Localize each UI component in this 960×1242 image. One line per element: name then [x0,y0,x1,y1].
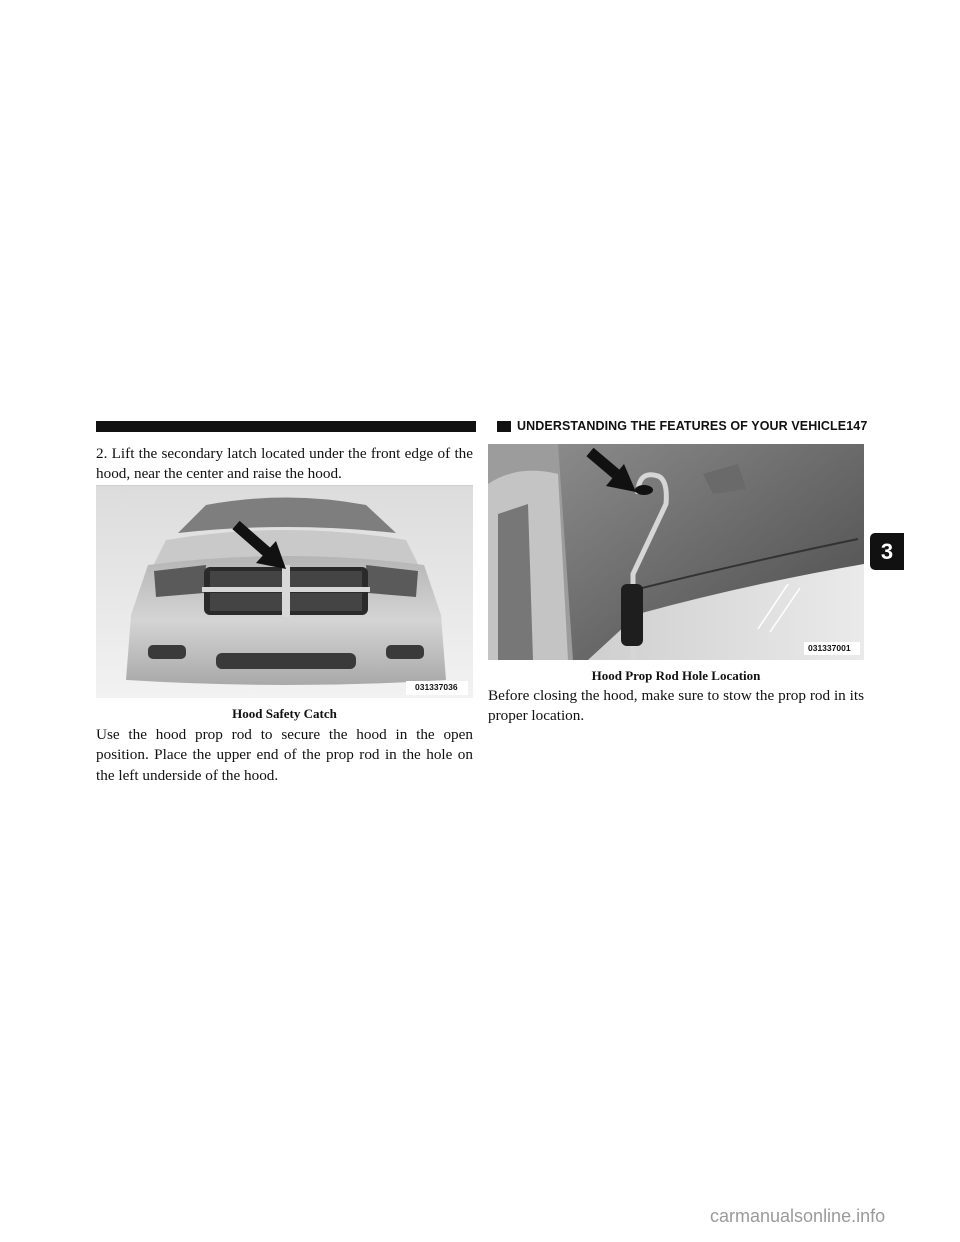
watermark: carmanualsonline.info [710,1206,886,1226]
page-number: 147 [846,419,868,433]
header-rule-right [497,421,511,432]
figure-caption: Hood Safety Catch [232,706,337,721]
chapter-tab: 3 [870,533,904,570]
figure-caption: Hood Prop Rod Hole Location [591,668,761,683]
figure-code: 031337001 [808,643,851,653]
hood-safety-catch-figure [96,485,473,698]
figure-code: 031337036 [415,682,458,692]
prop-rod-instructions: Use the hood prop rod to secure the hood in the open position. Place the upper end of the prop rod in the hole on the left underside of the hood. [96,726,473,784]
section-title: UNDERSTANDING THE FEATURES OF YOUR VEHICLE [517,419,847,433]
hood-prop-rod-figure [488,444,864,660]
prop-rod-illustration [488,444,864,660]
car-front-illustration [96,485,473,698]
header-rule-left [96,421,476,432]
step-2-text: 2. Lift the secondary latch located under the front edge of the hood, near the center and raise the hood. [96,445,473,483]
stow-prop-rod-text: Before closing the hood, make sure to stow the prop rod in its proper location. [488,687,864,725]
running-header [517,416,867,436]
